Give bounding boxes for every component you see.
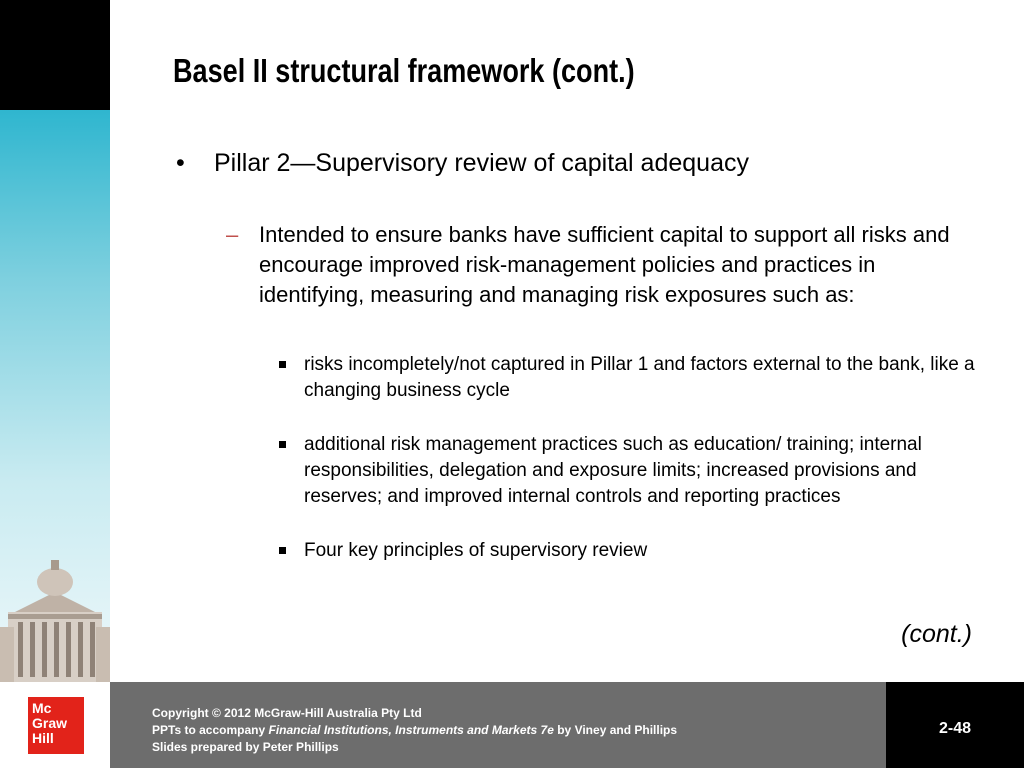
- prepared-by: Slides prepared by Peter Phillips: [152, 740, 339, 754]
- list-item-text: Four key principles of supervisory review: [304, 540, 648, 561]
- dash-marker: –: [226, 222, 239, 247]
- sub-bullet-intent: [226, 220, 980, 310]
- building-illustration: [0, 552, 110, 682]
- logo-line: Graw: [32, 715, 68, 731]
- top-left-black-block: [0, 0, 110, 110]
- page-number: 2-48: [938, 720, 972, 737]
- logo-area: [0, 682, 110, 768]
- square-bullet-icon: [279, 361, 286, 368]
- list-item: [304, 538, 980, 564]
- logo-line: Mc: [32, 700, 52, 716]
- mcgraw-hill-logo: [28, 697, 84, 754]
- sub-bullet-text: Intended to ensure banks have sufficient capital to support all risks and encourage improved risk-management policies and practices in identifying, measuring and managing risk exposures such as:: [259, 222, 950, 307]
- ppt-suffix: by Viney and Phillips: [553, 723, 678, 737]
- page-number-box: [886, 682, 1024, 768]
- slide-title: Basel II structural framework (cont.): [173, 52, 635, 89]
- copyright-text: Copyright © 2012 McGraw-Hill Australia Pty Ltd: [152, 706, 422, 720]
- bullet-marker: •: [176, 149, 185, 177]
- list-item-text: additional risk management practices such as education/ training; internal responsibilities, delegation and exposure limits; increased provisions and reserves; and improved internal controls and reporting practices: [304, 434, 922, 507]
- list-item: [304, 352, 980, 404]
- book-title: Financial Institutions, Instruments and Markets 7e: [268, 723, 554, 737]
- list-item-text: risks incompletely/not captured in Pillar 1 and factors external to the bank, like a changing business cycle: [304, 354, 975, 401]
- ppt-prefix: PPTs to accompany: [152, 723, 269, 737]
- logo-line: Hill: [32, 730, 54, 746]
- left-decorative-band: [0, 110, 110, 682]
- bullet-text: Pillar 2—Supervisory review of capital adequacy: [214, 149, 749, 177]
- square-bullet-icon: [279, 547, 286, 554]
- slide-content: [170, 148, 980, 564]
- continued-label: (cont.): [901, 620, 972, 648]
- square-bullet-icon: [279, 441, 286, 448]
- footer-credits: [152, 705, 677, 756]
- list-item: [304, 432, 980, 510]
- ppt-credit: [152, 722, 677, 739]
- bullet-pillar-2: [170, 148, 980, 178]
- slide-footer: [0, 682, 1024, 768]
